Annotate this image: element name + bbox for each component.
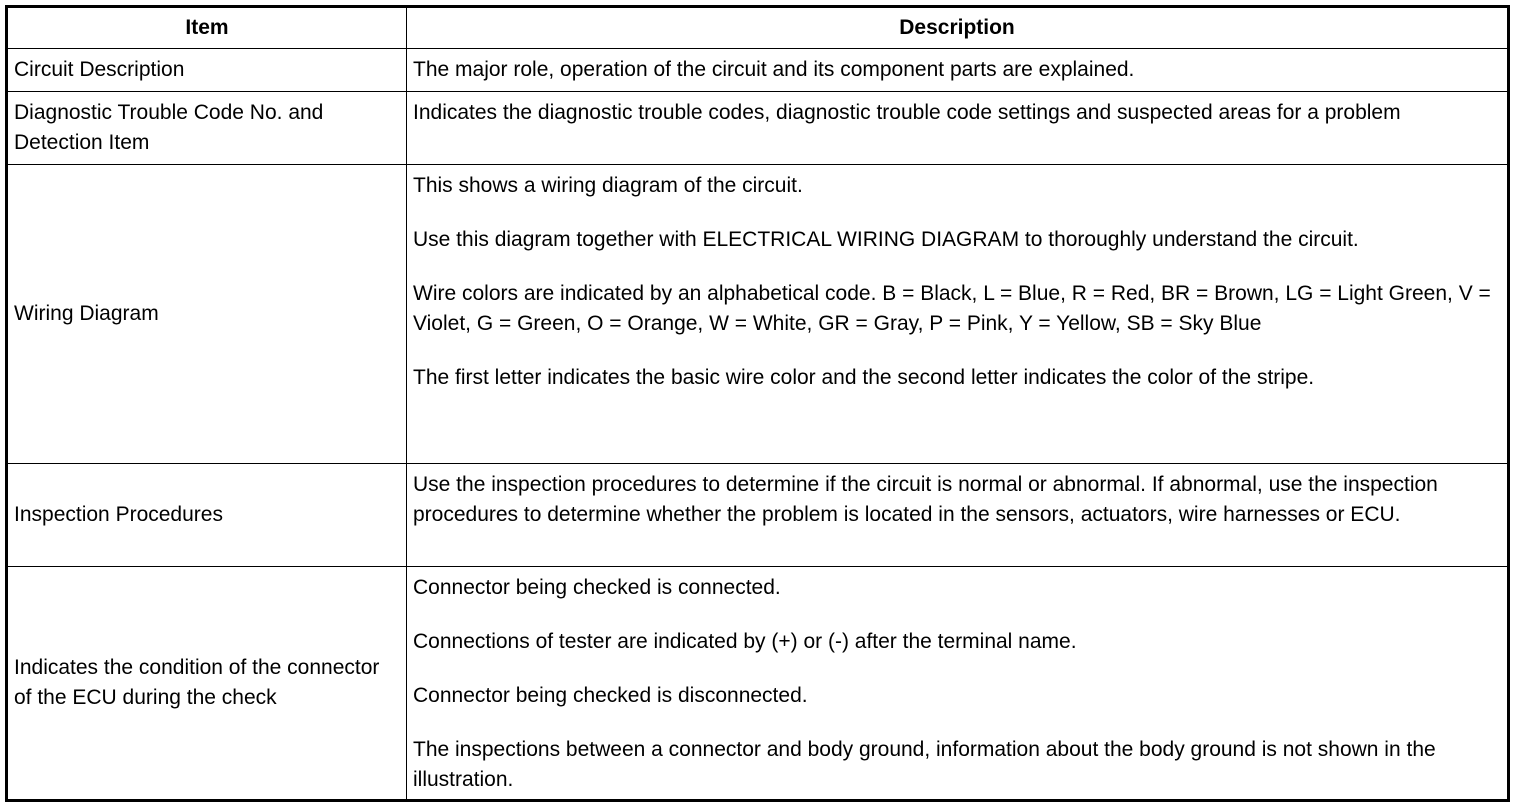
item-cell: Diagnostic Trouble Code No. and Detection Item: [7, 92, 407, 165]
description-paragraph: The first letter indicates the basic wire color and the second letter indicates the color of the stripe.: [413, 366, 1315, 389]
description-paragraph: Connector being checked is connected.: [413, 576, 781, 599]
description-cell: [407, 464, 1509, 567]
description-cell: [407, 92, 1509, 165]
item-cell: Wiring Diagram: [7, 165, 407, 464]
item-cell: Circuit Description: [7, 49, 407, 92]
description-paragraph: Use this diagram together with ELECTRICAL WIRING DIAGRAM to thoroughly understand the circuit.: [413, 228, 1359, 251]
table-row-connector-condition: [7, 567, 1509, 801]
table-row-diagnostic-trouble-code: [7, 92, 1509, 165]
header-item: Item: [7, 7, 407, 49]
description-cell: [407, 165, 1509, 464]
item-cell: Inspection Procedures: [7, 464, 407, 567]
description-cell: [407, 567, 1509, 801]
table-row-circuit-description: [7, 49, 1509, 92]
description-paragraph: Use the inspection procedures to determine if the circuit is normal or abnormal. If abnormal, use the inspection procedures to determine whether the problem is located in the sensors, actuators, wire harnesses or ECU.: [413, 473, 1438, 526]
description-cell: [407, 49, 1509, 92]
header-description: Description: [407, 7, 1509, 49]
description-paragraph: The major role, operation of the circuit and its component parts are explained.: [413, 58, 1135, 81]
table-row-inspection-procedures: [7, 464, 1509, 567]
description-paragraph: Wire colors are indicated by an alphabetical code. B = Black, L = Blue, R = Red, BR = Brown, LG = Light Green, V = Violet, G = Green, O = Orange, W = White, GR = Gray, P = Pink, Y = Yellow, SB = Sky Blue: [413, 282, 1491, 335]
description-table: [5, 5, 1510, 802]
description-paragraph: Connections of tester are indicated by (+) or (-) after the terminal name.: [413, 630, 1077, 653]
description-paragraph: The inspections between a connector and body ground, information about the body ground is not shown in the illustration.: [413, 738, 1436, 791]
description-paragraph: Connector being checked is disconnected.: [413, 684, 808, 707]
header-row: [7, 7, 1509, 49]
description-paragraph: Indicates the diagnostic trouble codes, diagnostic trouble code settings and suspected areas for a problem: [413, 101, 1401, 124]
item-cell: Indicates the condition of the connector of the ECU during the check: [7, 567, 407, 801]
description-paragraph: This shows a wiring diagram of the circuit.: [413, 174, 803, 197]
table-row-wiring-diagram: [7, 165, 1509, 464]
